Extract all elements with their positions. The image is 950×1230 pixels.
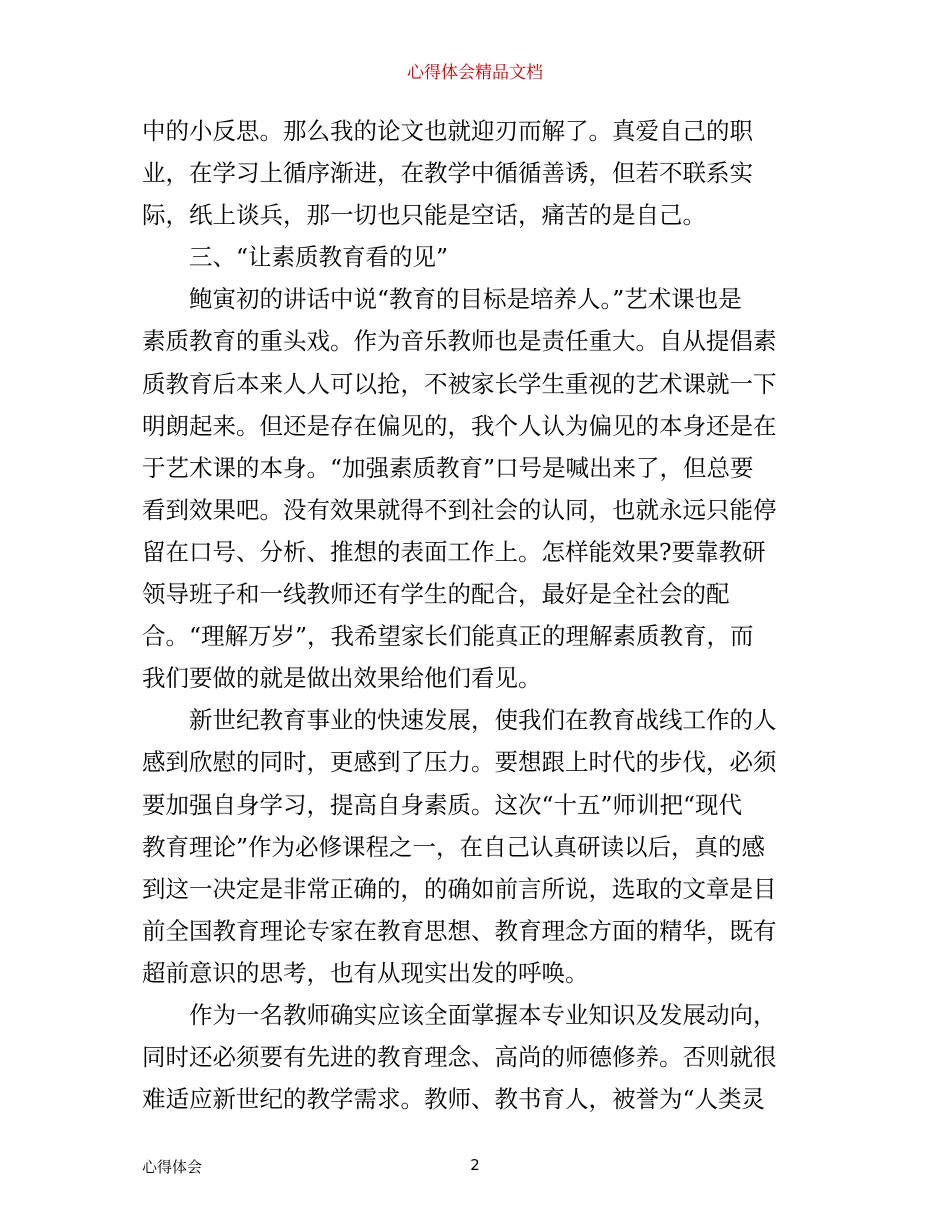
text-line: 际，纸上谈兵，那一切也只能是空话，痛苦的是自己。 xyxy=(142,201,706,230)
text-line: 业，在学习上循序渐进，在教学中循循善诱，但若不联系实 xyxy=(142,159,753,188)
text-line: 同时还必须要有先进的教育理念、高尚的师德修养。否则就很 xyxy=(142,1043,777,1072)
text-line: 于艺术课的本身。“加强素质教育”口号是喊出来了，但总要 xyxy=(142,453,754,482)
document-body xyxy=(142,110,814,1120)
text-line: 新世纪教育事业的快速发展，使我们在教育战线工作的人 xyxy=(142,706,777,735)
text-line: 我们要做的就是做出效果给他们看见。 xyxy=(142,664,542,693)
section-heading: 三、“让素质教育看的见” xyxy=(142,243,449,272)
text-line: 超前意识的思考，也有从现实出发的呼唤。 xyxy=(142,958,589,987)
text-line: 合。“理解万岁”，我希望家长们能真正的理解素质教育，而 xyxy=(142,622,754,651)
document-header-title: 心得体会精品文档 xyxy=(407,63,543,83)
text-line: 留在口号、分析、推想的表面工作上。怎样能效果?要靠教研 xyxy=(142,537,766,566)
text-line: 感到欣慰的同时，更感到了压力。要想跟上时代的步伐，必须 xyxy=(142,748,777,777)
text-line: 中的小反思。那么我的论文也就迎刃而解了。真爱自己的职 xyxy=(142,117,753,145)
text-line: 明朗起来。但还是存在偏见的，我个人认为偏见的本身还是在 xyxy=(142,411,777,440)
text-line: 质教育后本来人人可以抢，不被家长学生重视的艺术课就一下 xyxy=(142,369,777,398)
text-line: 到这一决定是非常正确的，的确如前言所说，选取的文章是目 xyxy=(142,874,777,903)
text-line: 难适应新世纪的教学需求。教师、教书育人，被誉为“人类灵 xyxy=(142,1085,766,1114)
text-line: 鲍寅初的讲话中说“教育的目标是培养人。”艺术课也是 xyxy=(142,285,742,314)
page-number: 2 xyxy=(470,1156,480,1174)
text-line: 领导班子和一线教师还有学生的配合，最好是全社会的配 xyxy=(142,580,730,609)
text-line: 前全国教育理论专家在教育思想、教育理念方面的精华，既有 xyxy=(142,916,777,945)
text-line: 要加强自身学习，提高自身素质。这次“十五”师训把“现代 xyxy=(142,790,743,819)
text-line: 看到效果吧。没有效果就得不到社会的认同，也就永远只能停 xyxy=(142,495,777,524)
text-line: 素质教育的重头戏。作为音乐教师也是责任重大。自从提倡素 xyxy=(142,327,777,356)
text-line: 教育理论”作为必修课程之一，在自己认真研读以后，真的感 xyxy=(142,832,766,861)
text-line: 作为一名教师确实应该全面掌握本专业知识及发展动向， xyxy=(142,1000,777,1029)
footer-label: 心得体会 xyxy=(142,1158,203,1176)
